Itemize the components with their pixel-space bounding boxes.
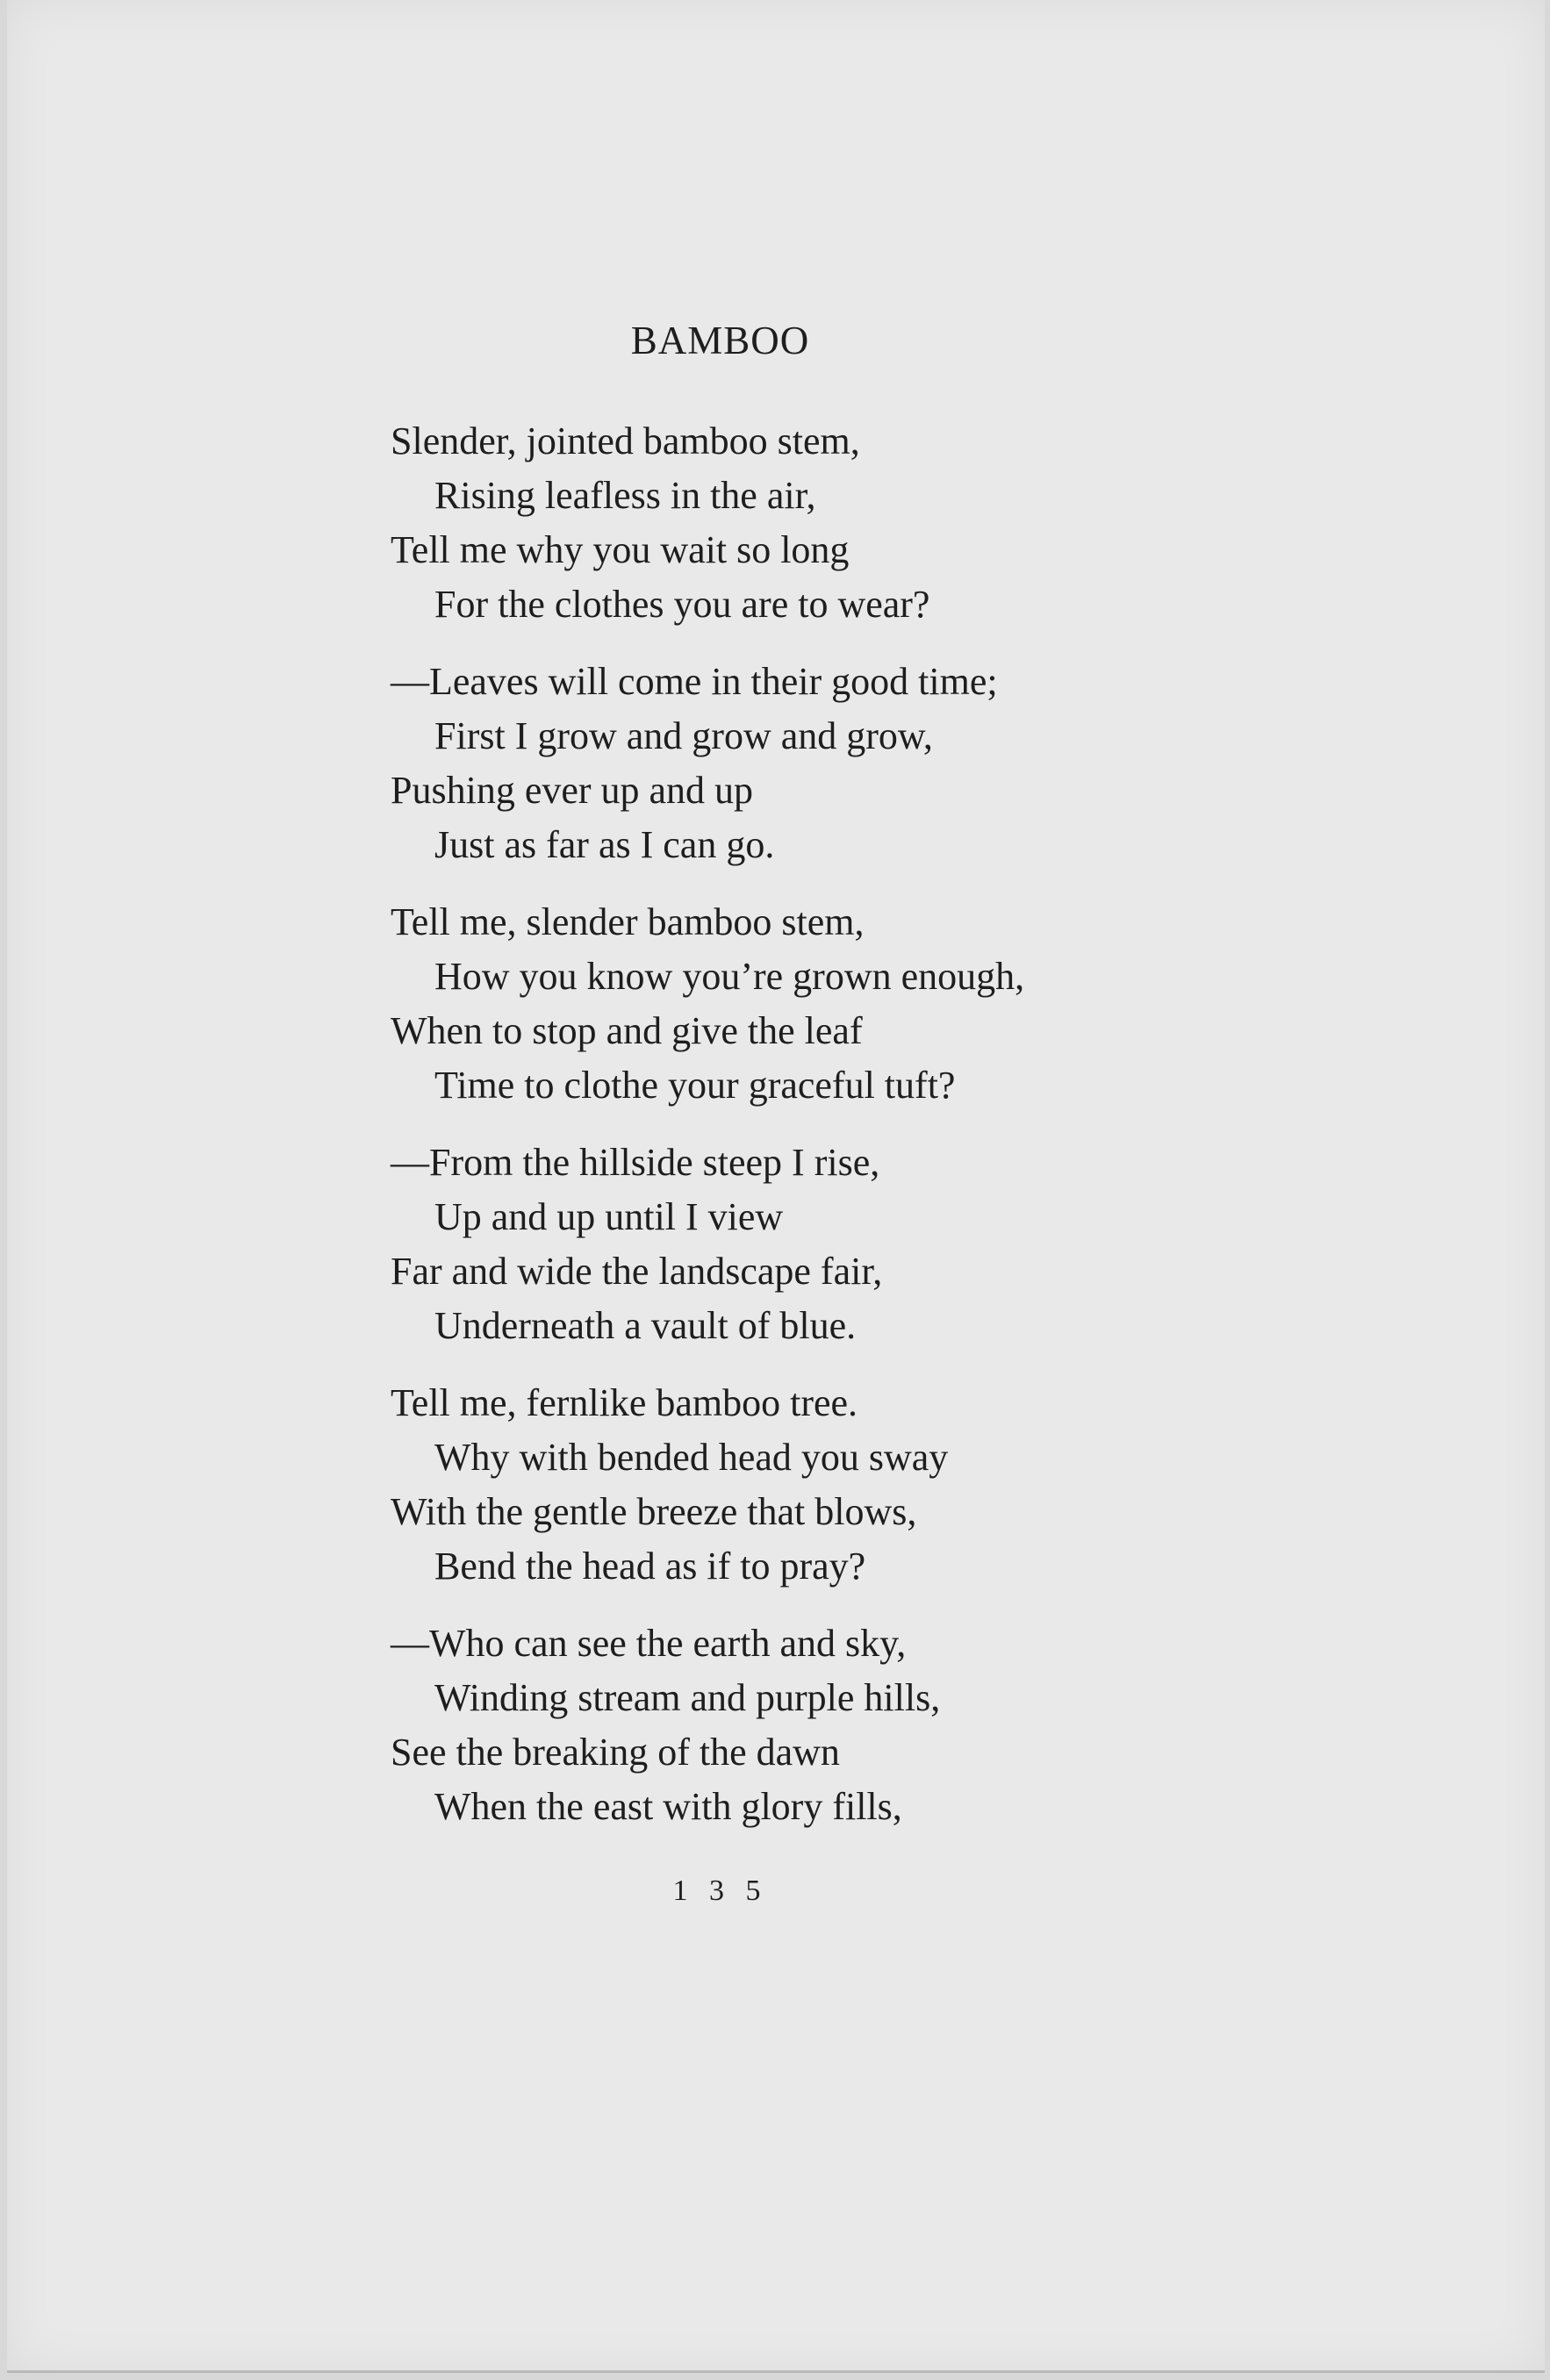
poem-line: Rising leafless in the air, <box>434 474 816 517</box>
poem-line: —Leaves will come in their good time; <box>391 660 998 703</box>
stanza-6 <box>391 1617 1268 1834</box>
poem-line: Time to clothe your graceful tuft? <box>434 1064 956 1107</box>
poem-line: For the clothes you are to wear? <box>434 583 930 626</box>
poem-line: How you know you’re grown enough, <box>434 955 1025 998</box>
poem-line: —Who can see the earth and sky, <box>391 1622 907 1665</box>
poem-title: BAMBOO <box>630 319 810 362</box>
poem-body <box>391 414 1268 1857</box>
poem-line: Far and wide the landscape fair, <box>391 1250 883 1293</box>
poem-line: —From the hillside steep I rise, <box>391 1141 880 1184</box>
poem-line: First I grow and grow and grow, <box>434 714 933 757</box>
poem-line: When to stop and give the leaf <box>391 1009 863 1052</box>
book-page <box>7 0 1545 2373</box>
poem-line: Underneath a vault of blue. <box>434 1304 857 1347</box>
poem-line: Up and up until I view <box>434 1195 784 1238</box>
poem-line: When the east with glory fills, <box>434 1785 902 1828</box>
poem-line: See the breaking of the dawn <box>391 1731 840 1774</box>
poem-line: Tell me, slender bamboo stem, <box>391 900 865 943</box>
poem-line: Tell me why you wait so long <box>391 528 850 571</box>
poem-line: Tell me, fernlike bamboo tree. <box>391 1381 858 1424</box>
poem-line: Why with bended head you sway <box>434 1436 949 1479</box>
poem-line: Just as far as I can go. <box>434 823 775 866</box>
poem-line: Slender, jointed bamboo stem, <box>391 419 860 462</box>
stanza-2 <box>391 655 1268 872</box>
stanza-5 <box>391 1376 1268 1594</box>
stanza-3 <box>391 895 1268 1113</box>
poem-line: Bend the head as if to pray? <box>434 1545 866 1588</box>
page-number: 1 3 5 <box>672 1875 768 1907</box>
stanza-1 <box>391 414 1268 632</box>
stanza-4 <box>391 1136 1268 1353</box>
poem-line: Winding stream and purple hills, <box>434 1676 941 1719</box>
poem-line: Pushing ever up and up <box>391 769 754 812</box>
poem-line: With the gentle breeze that blows, <box>391 1490 917 1533</box>
